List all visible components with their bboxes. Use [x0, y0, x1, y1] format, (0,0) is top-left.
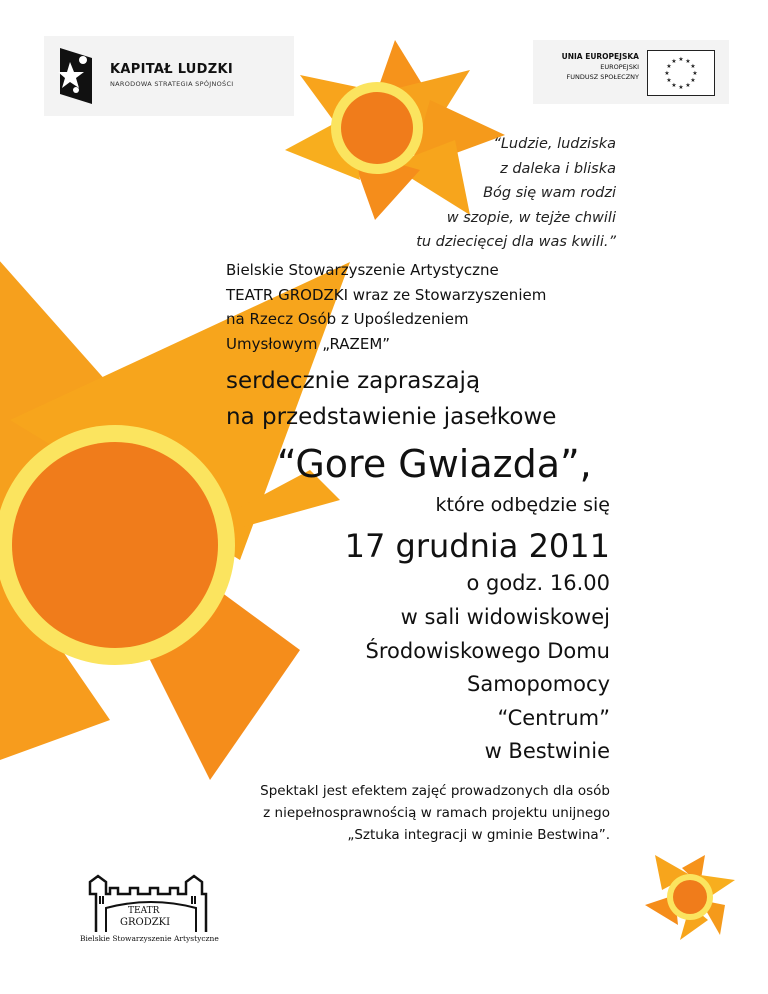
organizer-line: Umysłowym „RAZEM”: [226, 334, 391, 353]
play-title: “Gore Gwiazda”,: [277, 442, 592, 486]
carol-quote: [316, 132, 616, 255]
teatr-logo-line2: GRODZKI: [120, 917, 171, 928]
venue-line: Samopomocy: [467, 672, 610, 696]
kapital-ludzki-logo: [44, 36, 294, 116]
event-date: 17 grudnia 2011: [344, 527, 610, 565]
small-sun: [645, 855, 735, 940]
quote-line: z daleka i bliska: [500, 160, 616, 177]
project-note: [150, 780, 610, 846]
event-venue: [250, 601, 610, 769]
venue-line: “Centrum”: [497, 705, 610, 730]
note-line: „Sztuka integracji w gminie Bestwina”.: [347, 827, 610, 843]
svg-text:★: ★: [671, 58, 677, 65]
eu-fund-line1: EUROPEJSKI: [600, 63, 639, 71]
invite-line: na przedstawienie jasełkowe: [226, 404, 557, 430]
svg-text:★: ★: [690, 63, 696, 70]
svg-text:★: ★: [692, 70, 698, 77]
eu-fund-line2: FUNDUSZ SPOŁECZNY: [566, 73, 639, 81]
invite-line: serdecznie zapraszają: [226, 368, 481, 394]
eu-flag-icon: [647, 50, 715, 96]
svg-text:★: ★: [678, 56, 684, 63]
note-line: z niepełnosprawnością w ramach projektu unijnego: [263, 805, 610, 821]
svg-text:★: ★: [685, 58, 691, 65]
event-subtitle: które odbędzie się: [435, 494, 610, 516]
quote-line: “Ludzie, ludziska: [493, 136, 616, 152]
teatr-grodzki-logo: [78, 870, 238, 950]
quote-line: Bóg się wam rodzi: [483, 185, 616, 201]
teatr-logo-caption: Bielskie Stowarzyszenie Artystyczne: [80, 934, 219, 943]
quote-line: w szopie, w tejże chwili: [446, 209, 616, 226]
svg-text:★: ★: [690, 77, 696, 84]
svg-text:★: ★: [685, 82, 691, 89]
teatr-logo-line1: TEATR: [128, 906, 160, 916]
organizer-line: na Rzecz Osób z Upośledzeniem: [226, 310, 469, 328]
organizers-text: [226, 258, 646, 356]
kapital-ludzki-emblem-icon: [56, 46, 100, 106]
organizer-line: Bielskie Stowarzyszenie Artystyczne: [226, 261, 499, 279]
quote-line: tu dziecięcej dla was kwili.”: [416, 234, 616, 250]
venue-line: w Bestwinie: [484, 739, 610, 763]
svg-text:★: ★: [666, 63, 672, 70]
kapital-ludzki-title: KAPITAŁ LUDZKI: [110, 62, 233, 77]
svg-text:★: ★: [678, 84, 684, 91]
svg-text:★: ★: [666, 77, 672, 84]
svg-text:★: ★: [664, 70, 670, 77]
venue-line: w sali widowiskowej: [400, 605, 610, 629]
eu-union-label: UNIA EUROPEJSKA: [561, 52, 639, 61]
note-line: Spektakl jest efektem zajęć prowadzonych dla osób: [260, 783, 610, 799]
eu-fund-logo: [533, 40, 729, 104]
event-time: o godz. 16.00: [466, 571, 610, 595]
kapital-ludzki-subtitle: NARODOWA STRATEGIA SPÓJNOŚCI: [110, 80, 234, 88]
svg-text:★: ★: [671, 82, 677, 89]
organizer-line: TEATR GRODZKI wraz ze Stowarzyszeniem: [226, 285, 547, 304]
eu-fund-text: [539, 52, 639, 82]
venue-line: Środowiskowego Domu: [365, 638, 610, 663]
invitation-text: [226, 363, 666, 435]
